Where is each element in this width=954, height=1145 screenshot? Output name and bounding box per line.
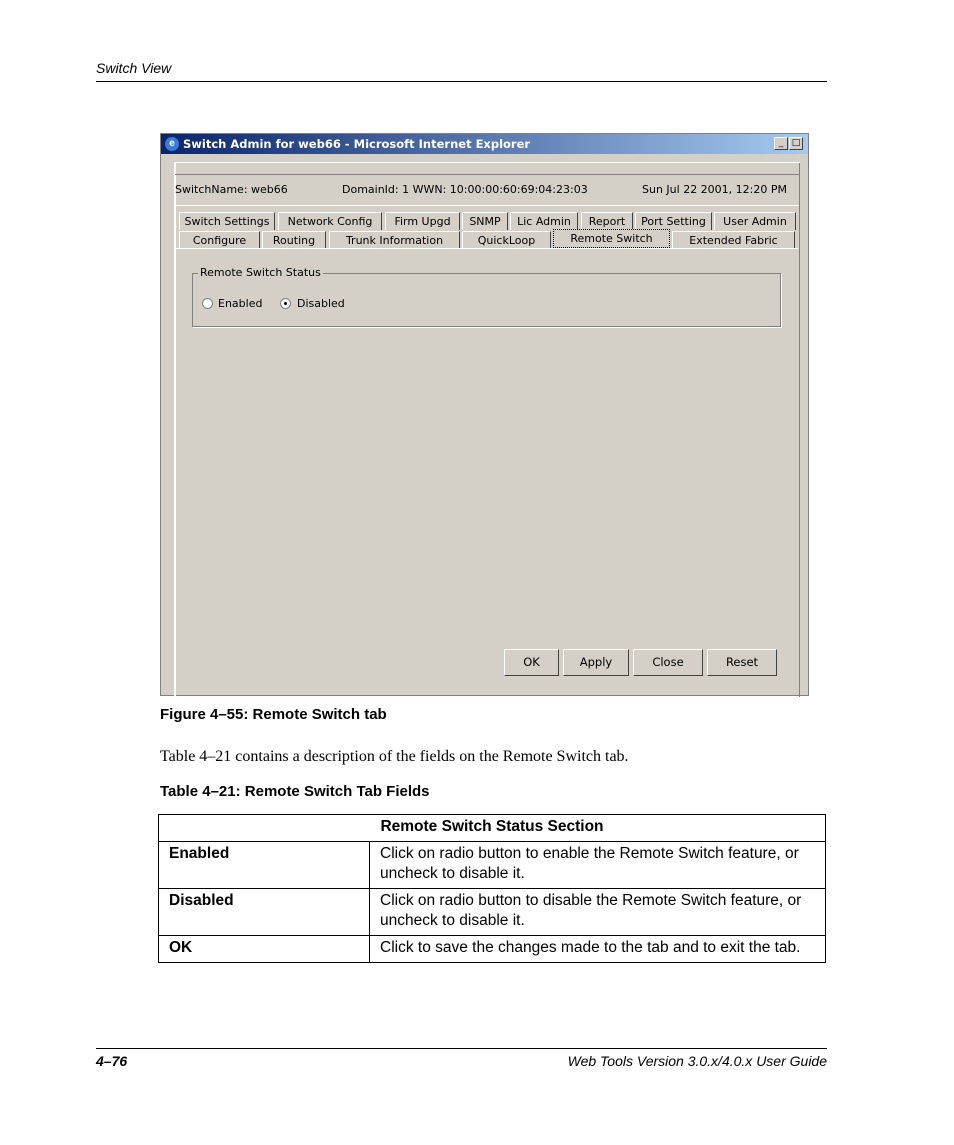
close-button[interactable]: Close (633, 649, 703, 676)
header-rule (96, 81, 827, 82)
tab-lic-admin[interactable]: Lic Admin (510, 212, 578, 230)
field-name: Disabled (159, 889, 370, 936)
tab-user-admin[interactable]: User Admin (714, 212, 796, 230)
tab-configure[interactable]: Configure (179, 231, 260, 249)
tab-port-setting[interactable]: Port Setting (635, 212, 712, 230)
field-name: OK (159, 936, 370, 963)
tab-extended-fabric[interactable]: Extended Fabric (672, 231, 795, 249)
restore-button[interactable]: □ (789, 137, 803, 150)
window-titlebar (161, 134, 808, 154)
field-name: Enabled (159, 842, 370, 889)
window-title: Switch Admin for web66 - Microsoft Internet Explorer (183, 137, 531, 151)
domain-wwn: DomainId: 1 WWN: 10:00:00:60:69:04:23:03 (342, 183, 588, 196)
table-title: Table 4–21: Remote Switch Tab Fields (160, 783, 430, 800)
tab-quickloop[interactable]: QuickLoop (462, 231, 551, 249)
tab-report[interactable]: Report (581, 212, 633, 230)
running-head: Switch View (96, 60, 172, 76)
tab-network-config[interactable]: Network Config (278, 212, 382, 230)
tab-snmp[interactable]: SNMP (462, 212, 508, 230)
tab-remote-switch[interactable]: Remote Switch (553, 229, 670, 248)
figure-caption: Figure 4–55: Remote Switch tab (160, 706, 387, 723)
page-number: 4–76 (96, 1053, 128, 1069)
body-paragraph: Table 4–21 contains a description of the fields on the Remote Switch tab. (160, 748, 629, 765)
table-header-row (159, 815, 826, 842)
table-row (159, 936, 826, 963)
minimize-button[interactable]: _ (774, 137, 788, 150)
disabled-label: Disabled (297, 297, 345, 310)
fields-table (158, 814, 826, 963)
field-description: Click on radio button to enable the Remote Switch feature, or uncheck to disable it. (370, 842, 826, 889)
disabled-radio[interactable] (280, 298, 291, 309)
switch-name: SwitchName: web66 (175, 183, 288, 196)
switch-info-bar (175, 174, 799, 206)
date-time: Sun Jul 22 2001, 12:20 PM (642, 183, 787, 196)
tab-trunk-information[interactable]: Trunk Information (329, 231, 460, 249)
field-description: Click to save the changes made to the tab and to exit the tab. (370, 936, 826, 963)
tab-switch-settings[interactable]: Switch Settings (179, 212, 275, 230)
app-window (160, 133, 809, 696)
reset-button[interactable]: Reset (707, 649, 777, 676)
ok-button[interactable]: OK (504, 649, 559, 676)
guide-title: Web Tools Version 3.0.x/4.0.x User Guide (567, 1053, 827, 1069)
tab-firm-upgd[interactable]: Firm Upgd (385, 212, 460, 230)
table-row (159, 842, 826, 889)
enabled-radio[interactable] (202, 298, 213, 309)
group-title: Remote Switch Status (200, 266, 321, 279)
ie-icon: e (165, 137, 179, 151)
footer-rule (96, 1048, 827, 1049)
field-description: Click on radio button to disable the Remote Switch feature, or uncheck to disable it. (370, 889, 826, 936)
enabled-label: Enabled (218, 297, 263, 310)
tab-routing[interactable]: Routing (262, 231, 326, 249)
apply-button[interactable]: Apply (563, 649, 629, 676)
section-header: Remote Switch Status Section (159, 815, 826, 842)
radio-selected-dot (284, 302, 287, 305)
table-row (159, 889, 826, 936)
